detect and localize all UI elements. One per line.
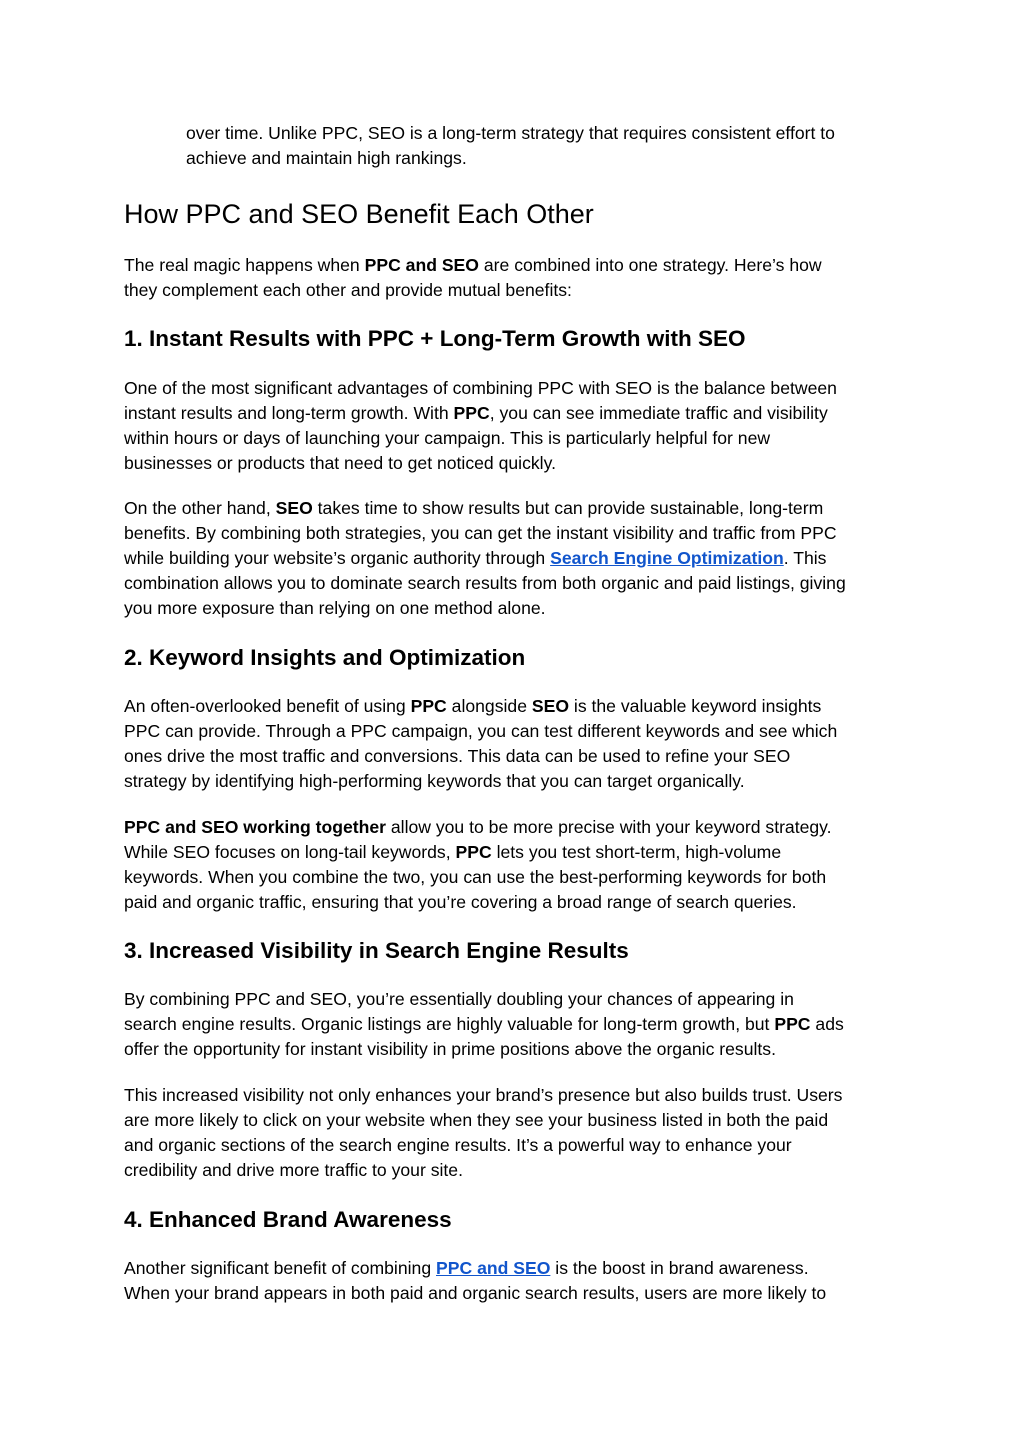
bold-text: PPC bbox=[774, 1014, 811, 1034]
text-run: are combined into one strategy. Here’s how bbox=[478, 255, 822, 275]
text-line: they complement each other and provide mutual benefits: bbox=[124, 280, 572, 300]
text-run: is the boost in brand awareness. bbox=[550, 1258, 809, 1278]
text-line: you more exposure than relying on one method alone. bbox=[124, 598, 546, 618]
text-run: lets you test short-term, high-volume bbox=[491, 842, 782, 862]
text-line: over time. Unlike PPC, SEO is a long-term strategy that requires consistent effort to bbox=[186, 123, 835, 143]
text-run: alongside bbox=[446, 696, 532, 716]
text-run: Another significant benefit of combining bbox=[124, 1258, 436, 1278]
text-line: and organic sections of the search engine results. It’s a powerful way to enhance your bbox=[124, 1135, 792, 1155]
text-run: An often-overlooked benefit of using bbox=[124, 696, 411, 716]
section-heading-3: 3. Increased Visibility in Search Engine Results bbox=[124, 938, 629, 963]
section-2-paragraph-1 bbox=[124, 694, 902, 794]
section-4-paragraph-1 bbox=[124, 1256, 902, 1306]
bold-text: SEO bbox=[531, 696, 570, 716]
lead-paragraph bbox=[124, 253, 902, 303]
bold-text: SEO bbox=[275, 498, 313, 518]
text-line: achieve and maintain high rankings. bbox=[186, 148, 467, 168]
text-line: strategy by identifying high-performing keywords that you can target organically. bbox=[124, 771, 745, 791]
text-run: search engine results. Organic listings are highly valuable for long-term growth, but bbox=[124, 1014, 775, 1034]
page-title: How PPC and SEO Benefit Each Other bbox=[124, 199, 594, 229]
text-run: takes time to show results but can provide sustainable, long-term bbox=[312, 498, 824, 518]
text-run: . This bbox=[783, 548, 827, 568]
text-line: combination allows you to dominate search results from both organic and paid listings, giving bbox=[124, 573, 846, 593]
text-line: within hours or days of launching your campaign. This is particularly helpful for new bbox=[124, 428, 771, 448]
text-line: PPC can provide. Through a PPC campaign, you can test different keywords and see which bbox=[124, 721, 838, 741]
text-line: ones drive the most traffic and conversions. This data can be used to refine your SEO bbox=[124, 746, 791, 766]
section-1-paragraph-2 bbox=[124, 496, 902, 621]
section-1-paragraph-1 bbox=[124, 376, 902, 476]
ppc-and-seo-link[interactable]: PPC and SEO bbox=[436, 1258, 551, 1278]
bold-text: PPC and SEO working together bbox=[124, 817, 386, 837]
section-3-paragraph-1 bbox=[124, 987, 902, 1062]
text-run: ads bbox=[810, 1014, 844, 1034]
text-line: are more likely to click on your website when they see your business listed in both the paid bbox=[124, 1110, 829, 1130]
text-line: By combining PPC and SEO, you’re essentially doubling your chances of appearing in bbox=[124, 989, 794, 1009]
text-run: While SEO focuses on long-tail keywords, bbox=[124, 842, 456, 862]
text-line: offer the opportunity for instant visibility in prime positions above the organic results. bbox=[124, 1039, 776, 1059]
text-line: businesses or products that need to get noticed quickly. bbox=[124, 453, 556, 473]
text-run: , you can see immediate traffic and visibility bbox=[489, 403, 828, 423]
text-run: while building your website’s organic authority through bbox=[124, 548, 551, 568]
bold-text: PPC bbox=[455, 842, 492, 862]
section-3-paragraph-2 bbox=[124, 1083, 902, 1183]
intro-paragraph bbox=[186, 121, 902, 171]
section-heading-1: 1. Instant Results with PPC + Long-Term Growth with SEO bbox=[124, 326, 746, 351]
text-run: instant results and long-term growth. With bbox=[124, 403, 454, 423]
text-line: When your brand appears in both paid and organic search results, users are more likely to bbox=[124, 1283, 827, 1303]
section-2-paragraph-2 bbox=[124, 815, 902, 915]
text-line: One of the most significant advantages of combining PPC with SEO is the balance between bbox=[124, 378, 837, 398]
section-heading-4: 4. Enhanced Brand Awareness bbox=[124, 1207, 452, 1232]
text-run: allow you to be more precise with your keyword strategy. bbox=[385, 817, 832, 837]
text-line: benefits. By combining both strategies, you can get the instant visibility and traffic from PPC bbox=[124, 523, 837, 543]
text-run: is the valuable keyword insights bbox=[569, 696, 822, 716]
text-run: The real magic happens when bbox=[124, 255, 365, 275]
bold-text: PPC and SEO bbox=[364, 255, 479, 275]
section-heading-2: 2. Keyword Insights and Optimization bbox=[124, 645, 526, 670]
text-line: keywords. When you combine the two, you can use the best-performing keywords for both bbox=[124, 867, 827, 887]
text-line: This increased visibility not only enhances your brand’s presence but also builds trust. Users bbox=[124, 1085, 843, 1105]
text-line: credibility and drive more traffic to your site. bbox=[124, 1160, 463, 1180]
text-line: paid and organic traffic, ensuring that you’re covering a broad range of search queries. bbox=[124, 892, 797, 912]
text-run: On the other hand, bbox=[124, 498, 276, 518]
bold-text: PPC bbox=[453, 403, 490, 423]
bold-text: PPC bbox=[410, 696, 447, 716]
search-engine-optimization-link[interactable]: Search Engine Optimization bbox=[550, 548, 784, 568]
